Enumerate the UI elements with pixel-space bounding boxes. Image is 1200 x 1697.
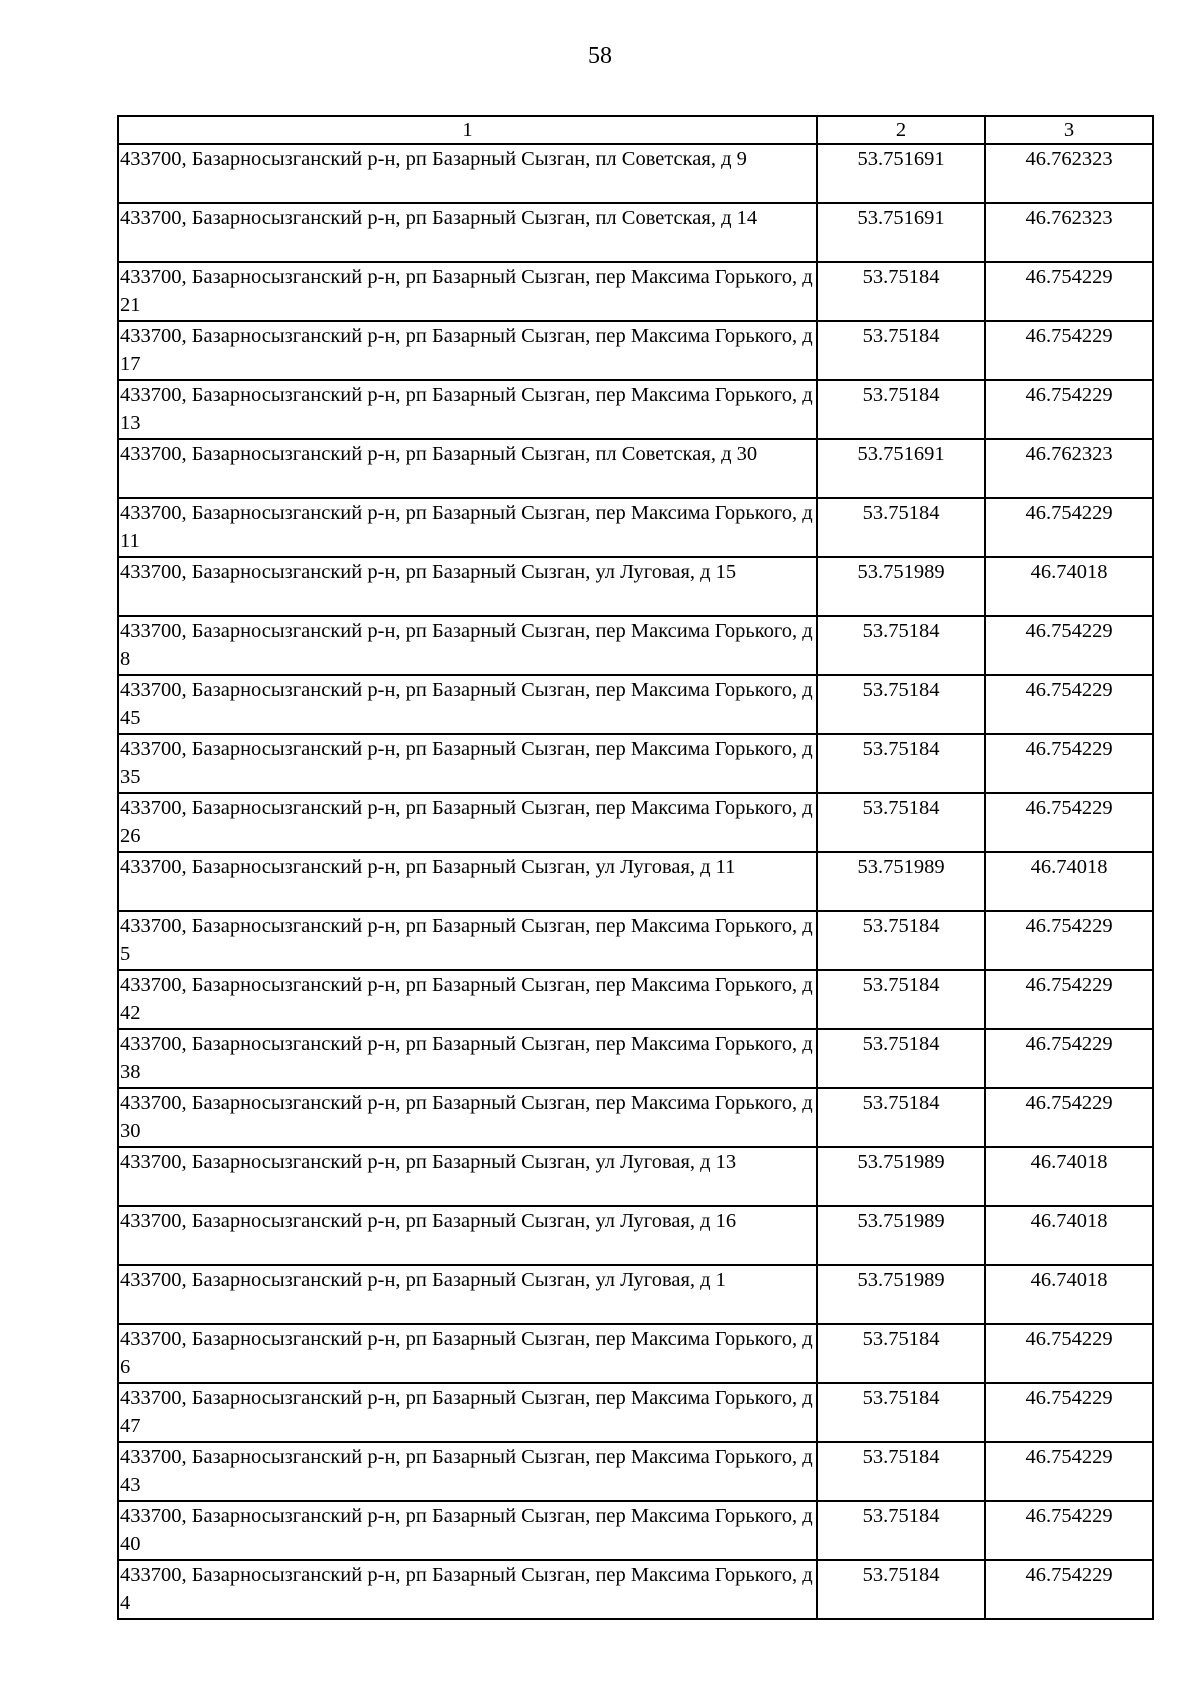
longitude-cell: 46.754229 [985, 380, 1153, 439]
table-row [118, 321, 1153, 380]
longitude-cell: 46.754229 [985, 734, 1153, 793]
column-header: 2 [817, 116, 985, 144]
table-row [118, 1147, 1153, 1206]
latitude-cell: 53.75184 [817, 1442, 985, 1501]
address-cell: 433700, Базарносызганский р-н, рп Базарный Сызган, пер Максима Горького, д 40 [118, 1501, 817, 1560]
longitude-cell: 46.762323 [985, 203, 1153, 262]
longitude-cell: 46.762323 [985, 439, 1153, 498]
longitude-cell: 46.754229 [985, 262, 1153, 321]
table-row [118, 1442, 1153, 1501]
longitude-cell: 46.754229 [985, 1088, 1153, 1147]
table-row [118, 1029, 1153, 1088]
address-cell: 433700, Базарносызганский р-н, рп Базарный Сызган, пер Максима Горького, д 43 [118, 1442, 817, 1501]
table-row [118, 380, 1153, 439]
latitude-cell: 53.75184 [817, 498, 985, 557]
latitude-cell: 53.751989 [817, 1265, 985, 1324]
address-cell: 433700, Базарносызганский р-н, рп Базарный Сызган, пер Максима Горького, д 35 [118, 734, 817, 793]
table-row [118, 262, 1153, 321]
latitude-cell: 53.75184 [817, 911, 985, 970]
address-cell: 433700, Базарносызганский р-н, рп Базарный Сызган, ул Луговая, д 15 [118, 557, 817, 616]
longitude-cell: 46.754229 [985, 970, 1153, 1029]
table-header [118, 116, 1153, 144]
address-cell: 433700, Базарносызганский р-н, рп Базарный Сызган, пл Советская, д 30 [118, 439, 817, 498]
table-row [118, 616, 1153, 675]
table-row [118, 1501, 1153, 1560]
longitude-cell: 46.762323 [985, 144, 1153, 203]
table-body [118, 144, 1153, 1619]
latitude-cell: 53.75184 [817, 1324, 985, 1383]
latitude-cell: 53.751989 [817, 557, 985, 616]
latitude-cell: 53.75184 [817, 793, 985, 852]
latitude-cell: 53.75184 [817, 616, 985, 675]
table-row [118, 1560, 1153, 1619]
column-header: 3 [985, 116, 1153, 144]
latitude-cell: 53.75184 [817, 1501, 985, 1560]
table-row [118, 1088, 1153, 1147]
latitude-cell: 53.751691 [817, 439, 985, 498]
column-header: 1 [118, 116, 817, 144]
table-row [118, 793, 1153, 852]
table-row [118, 675, 1153, 734]
latitude-cell: 53.75184 [817, 380, 985, 439]
latitude-cell: 53.75184 [817, 1383, 985, 1442]
latitude-cell: 53.751691 [817, 144, 985, 203]
latitude-cell: 53.75184 [817, 1560, 985, 1619]
address-cell: 433700, Базарносызганский р-н, рп Базарный Сызган, пер Максима Горького, д 38 [118, 1029, 817, 1088]
longitude-cell: 46.754229 [985, 1560, 1153, 1619]
address-cell: 433700, Базарносызганский р-н, рп Базарный Сызган, пер Максима Горького, д 26 [118, 793, 817, 852]
table-row [118, 498, 1153, 557]
latitude-cell: 53.751691 [817, 203, 985, 262]
longitude-cell: 46.74018 [985, 1265, 1153, 1324]
longitude-cell: 46.754229 [985, 1029, 1153, 1088]
address-cell: 433700, Базарносызганский р-н, рп Базарный Сызган, ул Луговая, д 13 [118, 1147, 817, 1206]
address-cell: 433700, Базарносызганский р-н, рп Базарный Сызган, ул Луговая, д 1 [118, 1265, 817, 1324]
latitude-cell: 53.751989 [817, 1206, 985, 1265]
longitude-cell: 46.754229 [985, 793, 1153, 852]
latitude-cell: 53.75184 [817, 675, 985, 734]
address-cell: 433700, Базарносызганский р-н, рп Базарный Сызган, пер Максима Горького, д 42 [118, 970, 817, 1029]
address-cell: 433700, Базарносызганский р-н, рп Базарный Сызган, ул Луговая, д 11 [118, 852, 817, 911]
table-row [118, 970, 1153, 1029]
latitude-cell: 53.75184 [817, 1029, 985, 1088]
address-cell: 433700, Базарносызганский р-н, рп Базарный Сызган, пер Максима Горького, д 8 [118, 616, 817, 675]
latitude-cell: 53.75184 [817, 1088, 985, 1147]
longitude-cell: 46.754229 [985, 675, 1153, 734]
table-row [118, 1265, 1153, 1324]
address-cell: 433700, Базарносызганский р-н, рп Базарный Сызган, ул Луговая, д 16 [118, 1206, 817, 1265]
page-number: 58 [588, 43, 612, 69]
table-row [118, 144, 1153, 203]
table-row [118, 1206, 1153, 1265]
longitude-cell: 46.754229 [985, 616, 1153, 675]
address-cell: 433700, Базарносызганский р-н, рп Базарный Сызган, пер Максима Горького, д 13 [118, 380, 817, 439]
table-row [118, 1383, 1153, 1442]
table-row [118, 439, 1153, 498]
longitude-cell: 46.754229 [985, 498, 1153, 557]
latitude-cell: 53.751989 [817, 852, 985, 911]
table-row [118, 1324, 1153, 1383]
address-cell: 433700, Базарносызганский р-н, рп Базарный Сызган, пл Советская, д 9 [118, 144, 817, 203]
longitude-cell: 46.754229 [985, 1383, 1153, 1442]
table-row [118, 911, 1153, 970]
longitude-cell: 46.74018 [985, 1147, 1153, 1206]
address-cell: 433700, Базарносызганский р-н, рп Базарный Сызган, пер Максима Горького, д 17 [118, 321, 817, 380]
address-cell: 433700, Базарносызганский р-н, рп Базарный Сызган, пер Максима Горького, д 5 [118, 911, 817, 970]
latitude-cell: 53.751989 [817, 1147, 985, 1206]
table-row [118, 852, 1153, 911]
address-cell: 433700, Базарносызганский р-н, рп Базарный Сызган, пл Советская, д 14 [118, 203, 817, 262]
latitude-cell: 53.75184 [817, 262, 985, 321]
address-cell: 433700, Базарносызганский р-н, рп Базарный Сызган, пер Максима Горького, д 4 [118, 1560, 817, 1619]
header-row [118, 116, 1153, 144]
address-cell: 433700, Базарносызганский р-н, рп Базарный Сызган, пер Максима Горького, д 47 [118, 1383, 817, 1442]
latitude-cell: 53.75184 [817, 970, 985, 1029]
address-cell: 433700, Базарносызганский р-н, рп Базарный Сызган, пер Максима Горького, д 45 [118, 675, 817, 734]
table-row [118, 557, 1153, 616]
address-cell: 433700, Базарносызганский р-н, рп Базарный Сызган, пер Максима Горького, д 21 [118, 262, 817, 321]
longitude-cell: 46.754229 [985, 1442, 1153, 1501]
address-cell: 433700, Базарносызганский р-н, рп Базарный Сызган, пер Максима Горького, д 11 [118, 498, 817, 557]
address-cell: 433700, Базарносызганский р-н, рп Базарный Сызган, пер Максима Горького, д 30 [118, 1088, 817, 1147]
longitude-cell: 46.74018 [985, 557, 1153, 616]
address-cell: 433700, Базарносызганский р-н, рп Базарный Сызган, пер Максима Горького, д 6 [118, 1324, 817, 1383]
longitude-cell: 46.74018 [985, 852, 1153, 911]
longitude-cell: 46.74018 [985, 1206, 1153, 1265]
longitude-cell: 46.754229 [985, 1501, 1153, 1560]
longitude-cell: 46.754229 [985, 321, 1153, 380]
address-coordinates-table [117, 115, 1154, 1620]
table-row [118, 203, 1153, 262]
longitude-cell: 46.754229 [985, 911, 1153, 970]
latitude-cell: 53.75184 [817, 321, 985, 380]
table-row [118, 734, 1153, 793]
longitude-cell: 46.754229 [985, 1324, 1153, 1383]
latitude-cell: 53.75184 [817, 734, 985, 793]
